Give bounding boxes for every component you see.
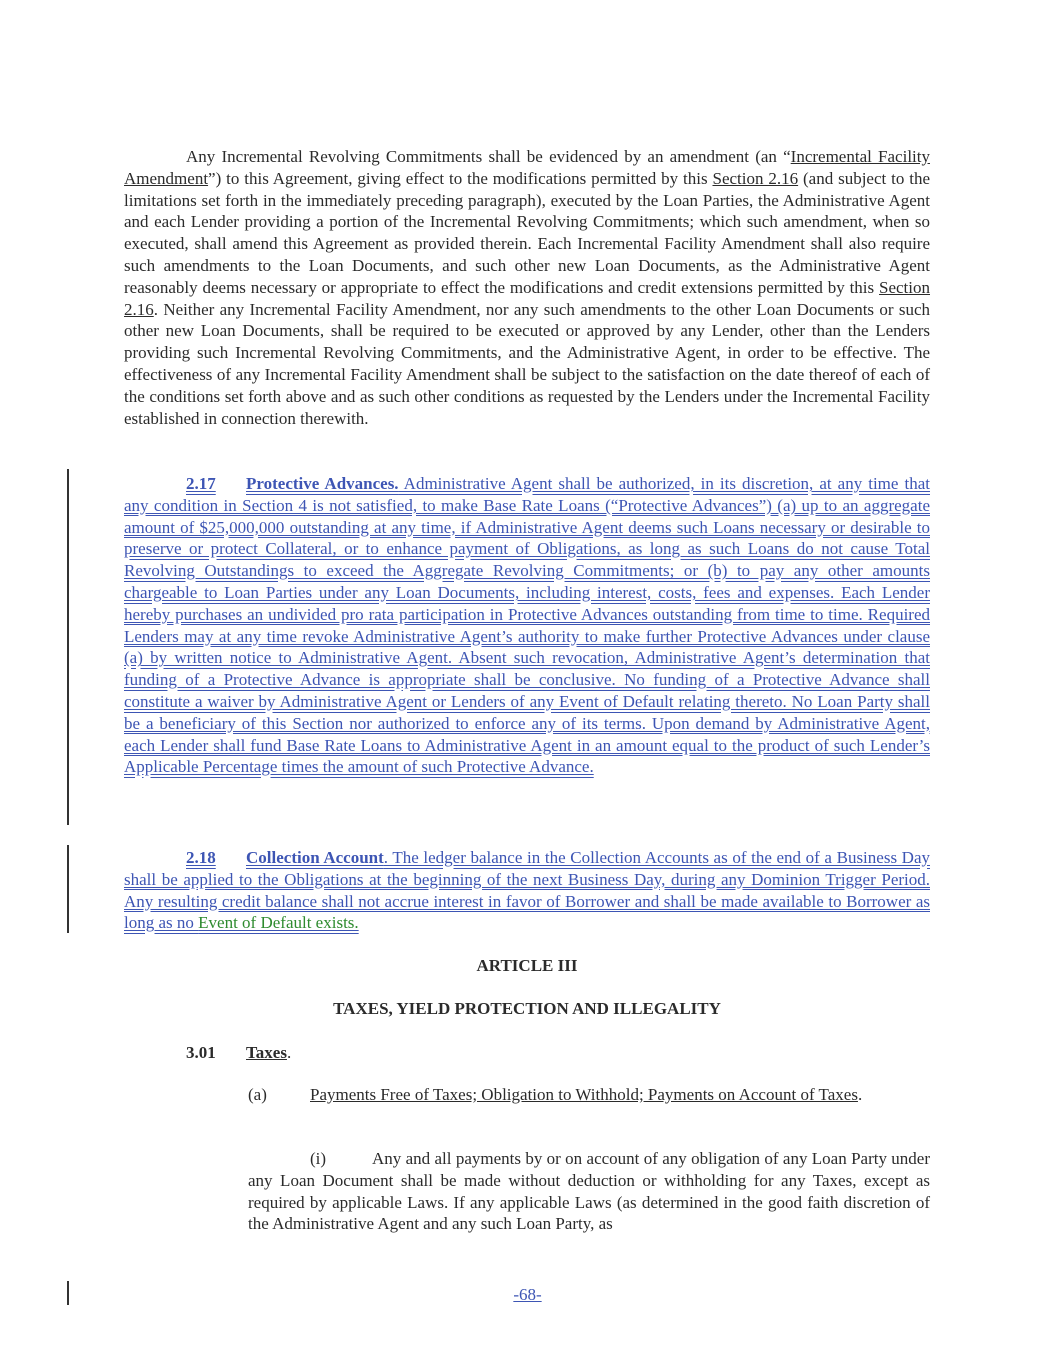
- section-heading: Protective Advances.: [246, 474, 399, 493]
- clause-label: (a): [248, 1085, 267, 1104]
- section-body-green-insertion: Event of Default exists.: [198, 913, 359, 933]
- clause-heading-period: .: [857, 1085, 863, 1104]
- article-number: ARTICLE III: [476, 956, 578, 975]
- section-body: . The ledger balance in the Collection Accounts as of the end of a Business Day shall be applied to the Obligations at the beginning of the next Business Day, during any Dominion Trigger Period. Any resulting credit balance shall not accrue interest in favor of Borrower and shall be made available to Borrower as long as no: [124, 848, 930, 933]
- section-heading: Collection Account: [246, 848, 384, 867]
- defined-term-incremental-facility-amendment: Incremental Facility Amendment: [124, 147, 930, 188]
- section-reference-2-16-second: Section 2.16: [124, 277, 930, 319]
- revision-change-bar: [67, 845, 69, 933]
- clause-i: [248, 1148, 930, 1235]
- section-heading-period: .: [286, 1043, 292, 1062]
- section-heading: Taxes: [246, 1043, 287, 1062]
- section-number: 2.18: [186, 848, 216, 867]
- clause-heading: Payments Free of Taxes; Obligation to Withhold; Payments on Account of Taxes: [310, 1085, 858, 1104]
- section-2-17-protective-advances: [124, 473, 930, 778]
- para-text-1: Any Incremental Revolving Commitments shall be evidenced by an amendment (an “: [186, 147, 791, 166]
- clause-a: [186, 1084, 930, 1106]
- para-text-4: . Neither any Incremental Facility Amendment, nor any such amendments to the other Loan Documents or such other new Loan Documents, shall be required to be executed or approved by any Lender, other than the Lenders providing such Incremental Revolving Commitments, and the Administrative Agent, in order to be effective. The effectiveness of any Incremental Facility Amendment shall be subject to the satisfaction on the date thereof of each of the conditions set forth above and as such other conditions as requested by the Lenders under the Incremental Facility established in connection therewith.: [124, 299, 930, 428]
- section-number: 2.17: [186, 474, 216, 493]
- revision-change-bar: [67, 469, 69, 825]
- para-text-2: ”) to this Agreement, giving effect to the modifications permitted by this: [208, 168, 713, 188]
- section-reference-2-16: Section 2.16: [712, 168, 799, 188]
- section-number: 3.01: [186, 1043, 216, 1062]
- clause-label: (i): [310, 1149, 327, 1168]
- incremental-amendment-paragraph: [124, 146, 930, 429]
- para-text-3: (and subject to the limitations set forth in the immediately preceding paragraph), executed by the Loan Parties, the Administrative Agent and each Lender providing a portion of the Incremental Revolving Commitments; which such amendment, when so executed, shall amend this Agreement as provided therein. Each Incremental Facility Amendment shall also require such amendments to the Loan Documents, and such other new Loan Documents, as the Administrative Agent reasonably deems necessary or appropriate to effect the modifications and credit extensions permitted by this: [124, 168, 930, 297]
- article-title: TAXES, YIELD PROTECTION AND ILLEGALITY: [333, 999, 721, 1018]
- page-number: -68-: [513, 1285, 542, 1304]
- clause-body: Any and all payments by or on account of any obligation of any Loan Party under any Loan Document shall be made without deduction or withholding for any Taxes, except as required by applicable Laws. If any applicable Laws (as determined in the good faith discretion of the Administrative Agent and any such Loan Party, as: [248, 1149, 930, 1234]
- section-3-01-taxes: [186, 1042, 930, 1064]
- section-body: Administrative Agent shall be authorized, in its discretion, at any time that any condition in Section 4 is not satisfied, to make Base Rate Loans (“Protective Advances”) (a) up to an aggregate amount of $25,000,000 outstanding at any time, if Administrative Agent deems such Loans necessary or desirable to preserve or protect Collateral, or to enhance payment of Obligations, as long as such Loans do not cause Total Revolving Outstandings to exceed the Aggregate Revolving Commitments; or (b) to pay any other amounts chargeable to Loan Parties under any Loan Documents, including interest, costs, fees and expenses. Each Lender hereby purchases an undivided pro rata participation in Protective Advances outstanding from time to time. Required Lenders may at any time revoke Administrative Agent’s authority to make further Protective Advances under clause (a) by written notice to Administrative Agent. Absent such revocation, Administrative Agent’s determination that funding of a Protective Advance is appropriate shall be conclusive. No funding of a Protective Advance shall constitute a waiver by Administrative Agent or Lenders of any Event of Default relating thereto. No Loan Party shall be a beneficiary of this Section nor authorized to enforce any of its terms. Upon demand by Administrative Agent, each Lender shall fund Base Rate Loans to Administrative Agent in an amount equal to the product of such Lender’s Applicable Percentage times the amount of such Protective Advance.: [124, 474, 930, 777]
- section-2-18-collection-account: [124, 847, 930, 934]
